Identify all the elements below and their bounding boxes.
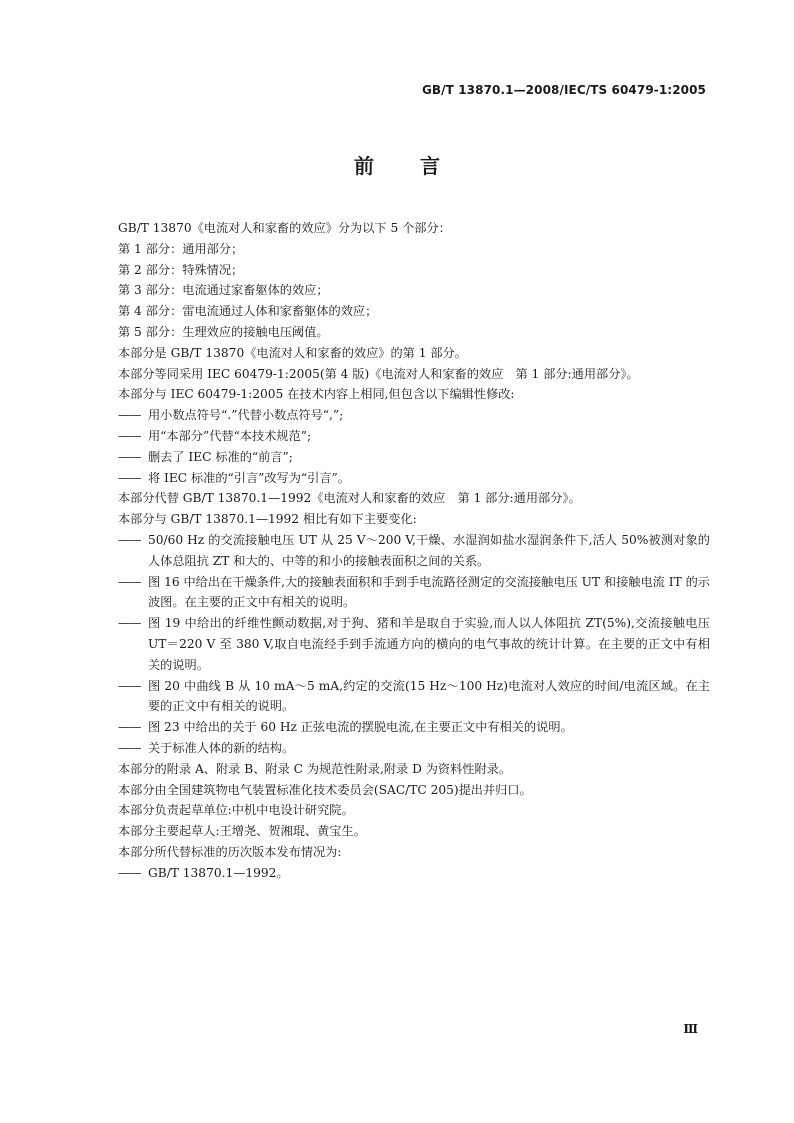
body-paragraph: 本部分等同采用 IEC 60479-1:2005(第 4 版)《电流对人和家畜的效应 第 1 部分:通用部分》。 [118,366,639,381]
page-title: 前言 [354,154,486,178]
part-list-item: 第 4 部分：雷电流通过人体和家畜躯体的效应； [118,304,378,319]
dash-mark: —— [118,616,141,631]
history-item [118,863,710,884]
page-number: Ⅲ [683,1022,698,1036]
body-paragraph: 本部分代替 GB/T 13870.1—1992《电流对人和家畜的效应 第 1 部分:通用部分》。 [118,491,581,506]
body-paragraph: 本部分是 GB/T 13870《电流对人和家畜的效应》的第 1 部分。 [118,345,467,360]
edit-item [118,468,710,489]
dash-mark: —— [118,574,141,589]
dash-mark: —— [118,740,141,755]
dash-mark: —— [118,720,141,735]
dash-mark: —— [118,470,141,485]
dash-mark: —— [118,408,141,423]
change-item-text: 图 19 中给出的纤维性颤动数据,对于狗、猪和羊是取自于实验,而人以人体阻抗 ZT(5%),交流接触电压 UT＝220 V 至 380 V,取自电流经手到手流通方向的横向的电气事故的统计计算。在主要的正文中有相关的说明。 [148,616,710,672]
part-list-item: 第 2 部分：特殊情况； [118,262,244,277]
dash-mark: —— [118,532,141,547]
edit-item-text: 用小数点符号“.”代替小数点符号“,”; [148,408,344,423]
dash-mark: —— [118,678,141,693]
foreword-body [118,218,710,884]
body-paragraph: 本部分的附录 A、附录 B、附录 C 为规范性附录,附录 D 为资料性附录。 [118,761,512,776]
body-paragraph: 本部分所代替标准的历次版本发布情况为: [118,844,342,859]
change-item-text: 图 23 中给出的关于 60 Hz 正弦电流的摆脱电流,在主要正文中有相关的说明。 [148,720,573,735]
body-paragraph: 本部分负责起草单位:中机中电设计研究院。 [118,803,354,818]
edit-item [118,447,710,468]
body-paragraph: 本部分主要起草人:王增尧、贺湘琨、黄宝生。 [118,824,366,839]
body-paragraph: 本部分与 IEC 60479-1:2005 在技术内容上相同,但包含以下编辑性修改: [118,387,515,402]
part-list-item: 第 3 部分：电流通过家畜躯体的效应； [118,283,329,298]
change-item [118,530,710,572]
edit-item-text: 删去了 IEC 标准的“前言”; [148,449,293,464]
change-item-text: 图 16 中给出在干燥条件,大的接触表面积和手到手电流路径测定的交流接触电压 UT 和接触电流 IT 的示波图。在主要的正文中有相关的说明。 [148,574,710,610]
change-item [118,613,710,675]
dash-mark: —— [118,865,141,880]
change-item [118,738,710,759]
part-list-item: 第 1 部分：通用部分； [118,241,244,256]
change-item-text: 关于标准人体的新的结构。 [148,740,295,755]
edit-item [118,405,710,426]
change-item [118,572,710,614]
change-item-text: 50/60 Hz 的交流接触电压 UT 从 25 V～200 V,干燥、水湿润如盐水湿润条件下,活人 50%被测对象的人体总阻抗 ZT 和大的、中等的和小的接触表面积之间的关系。 [148,532,710,568]
edit-item-text: 用“本部分”代替“本技术规范”; [148,428,312,443]
dash-mark: —— [118,449,141,464]
intro-paragraph: GB/T 13870《电流对人和家畜的效应》分为以下 5 个部分： [118,221,451,235]
change-item [118,717,710,738]
change-item-text: 图 20 中曲线 B 从 10 mA～5 mA,约定的交流(15 Hz～100 Hz)电流对人效应的时间/电流区域。在主要的正文中有相关的说明。 [148,678,710,714]
edit-item-text: 将 IEC 标准的“引言”改写为“引言”。 [148,470,350,485]
part-list-item: 第 5 部分：生理效应的接触电压阈值。 [118,324,329,339]
history-item-text: GB/T 13870.1—1992。 [148,865,289,880]
change-item [118,676,710,718]
dash-mark: —— [118,428,141,443]
edit-item [118,426,710,447]
body-paragraph: 本部分与 GB/T 13870.1—1992 相比有如下主要变化: [118,512,417,527]
body-paragraph: 本部分由全国建筑物电气装置标准化技术委员会(SAC/TC 205)提出并归口。 [118,782,532,797]
standard-number-header: GB/T 13870.1—2008/IEC/TS 60479-1:2005 [421,83,706,97]
